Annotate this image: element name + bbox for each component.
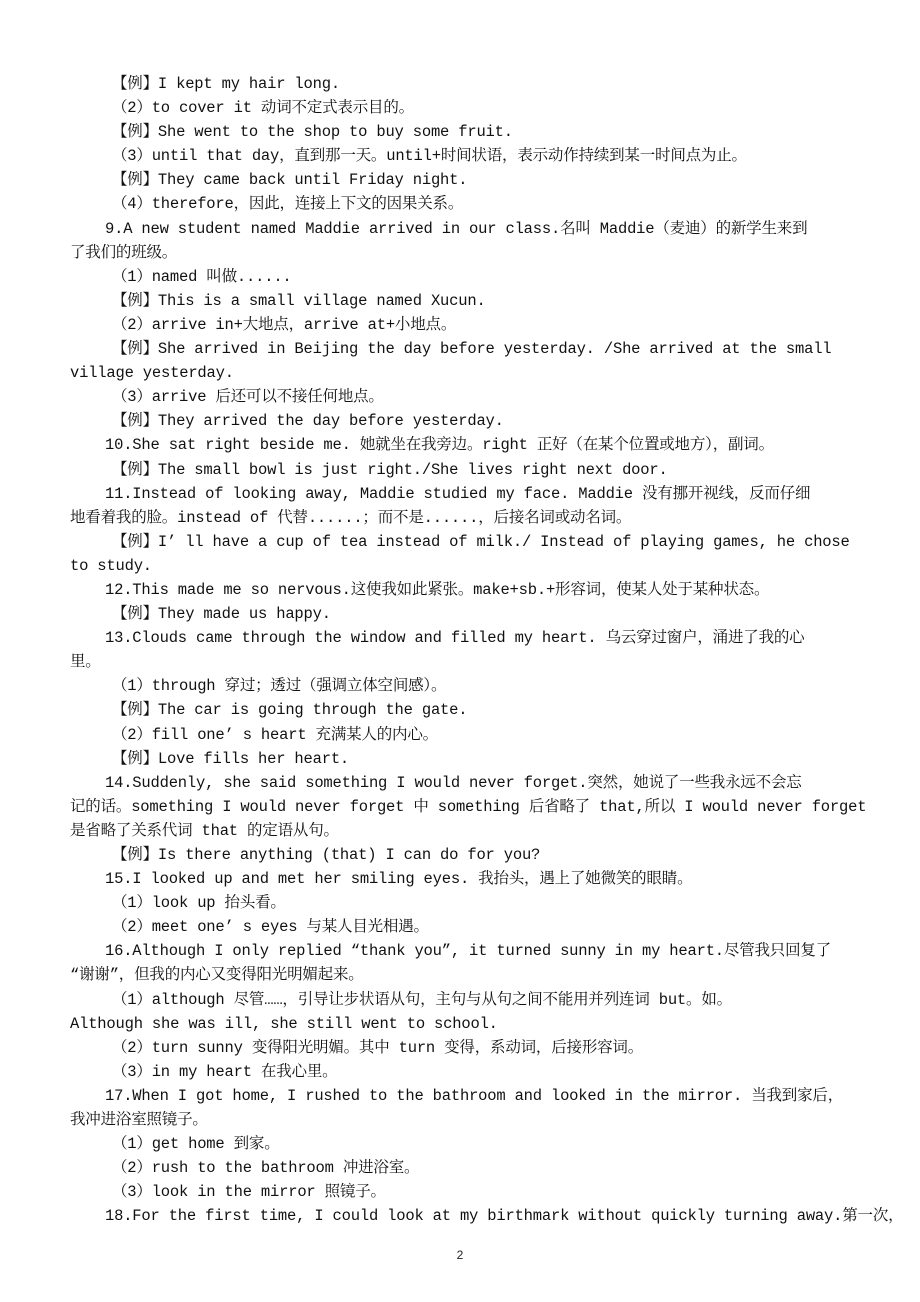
numbered-item-line: 18.For the first time, I could look at my birthmark without quickly turning away.第一次，: [105, 1207, 904, 1226]
continuation-line: 地看着我的脸。instead of 代替......；而不是......，后接名词或动名词。: [70, 508, 632, 527]
numbered-item-line: 11.Instead of looking away, Maddie studied my face. Maddie 没有挪开视线，反而仔细: [105, 484, 811, 503]
numbered-item-line: 17.When I got home, I rushed to the bathroom and looked in the mirror. 当我到家后，: [105, 1086, 844, 1105]
sub-item-line: 【例】She arrived in Beijing the day before yesterday. /She arrived at the small: [112, 340, 832, 359]
numbered-item-line: 10.She sat right beside me. 她就坐在我旁边。right 正好（在某个位置或地方），副词。: [105, 436, 774, 455]
continuation-line: 里。: [70, 653, 101, 672]
sub-item-line: 【例】The car is going through the gate.: [112, 701, 468, 720]
sub-item-line: （1）through 穿过；透过（强调立体空间感）。: [112, 677, 447, 696]
sub-item-line: （3）until that day，直到那一天。until+时间状语，表示动作持续到某一时间点为止。: [112, 147, 747, 166]
sub-item-line: 【例】They arrived the day before yesterday.: [112, 412, 504, 431]
sub-item-line: （1）named 叫做......: [112, 267, 292, 286]
sub-item-line: （3）arrive 后还可以不接任何地点。: [112, 388, 384, 407]
numbered-item-line: 13.Clouds came through the window and filled my heart. 乌云穿过窗户，涌进了我的心: [105, 629, 805, 648]
continuation-line: to study.: [70, 556, 152, 575]
numbered-item-line: 16.Although I only replied “thank you”, it turned sunny in my heart.尽管我只回复了: [105, 942, 832, 961]
sub-item-line: （3）in my heart 在我心里。: [112, 1062, 338, 1081]
sub-item-line: （2）turn sunny 变得阳光明媚。其中 turn 变得，系动词，后接形容词。: [112, 1038, 644, 1057]
continuation-line: “谢谢”，但我的内心又变得阳光明媚起来。: [70, 966, 364, 985]
sub-item-line: （2）fill one’ s heart 充满某人的内心。: [112, 725, 438, 744]
sub-item-line: 【例】This is a small village named Xucun.: [112, 291, 486, 310]
continuation-line: village yesterday.: [70, 364, 234, 383]
page-number: 2: [456, 1248, 464, 1262]
numbered-item-line: 12.This made me so nervous.这使我如此紧张。make+sb.+形容词，使某人处于某种状态。: [105, 580, 770, 599]
sub-item-line: 【例】Love fills her heart.: [112, 749, 350, 768]
continuation-line: 是省略了关系代词 that 的定语从句。: [70, 821, 339, 840]
sub-item-line: （1）look up 抬头看。: [112, 894, 286, 913]
document-page: [70, 72, 904, 1229]
numbered-item-line: 9.A new student named Maddie arrived in our class.名叫 Maddie（麦迪）的新学生来到: [105, 219, 808, 238]
continuation-line: 我冲进浴室照镜子。: [70, 1111, 208, 1130]
sub-item-line: 【例】They made us happy.: [112, 605, 331, 624]
sub-item-line: （2）meet one’ s eyes 与某人目光相遇。: [112, 918, 429, 937]
continuation-line: 记的话。something I would never forget 中 something 后省略了 that,所以 I would never forget: [70, 797, 867, 816]
continuation-line: Although she was ill, she still went to school.: [70, 1014, 498, 1033]
sub-item-line: 【例】They came back until Friday night.: [112, 171, 468, 190]
sub-item-line: （2）rush to the bathroom 冲进浴室。: [112, 1159, 420, 1178]
sub-item-line: 【例】I kept my hair long.: [112, 75, 340, 93]
numbered-item-line: 14.Suddenly, she said something I would never forget.突然，她说了一些我永远不会忘: [105, 773, 802, 792]
sub-item-line: （2）to cover it 动词不定式表示目的。: [112, 99, 414, 118]
sub-item-line: 【例】She went to the shop to buy some fruit.: [112, 123, 513, 142]
sub-item-line: 【例】The small bowl is just right./She lives right next door.: [112, 460, 668, 479]
sub-item-line: （1）get home 到家。: [112, 1135, 280, 1154]
sub-item-line: 【例】Is there anything (that) I can do for you?: [112, 846, 541, 864]
sub-item-line: （3）look in the mirror 照镜子。: [112, 1183, 386, 1202]
sub-item-line: （1）although 尽管……，引导让步状语从句，主句与从句之间不能用并列连词 but。如。: [112, 990, 732, 1009]
sub-item-line: （4）therefore，因此，连接上下文的因果关系。: [112, 195, 464, 214]
sub-item-line: 【例】I’ ll have a cup of tea instead of milk./ Instead of playing games, he chose: [112, 532, 850, 551]
sub-item-line: （2）arrive in+大地点，arrive at+小地点。: [112, 315, 457, 334]
continuation-line: 了我们的班级。: [70, 243, 178, 262]
numbered-item-line: 15.I looked up and met her smiling eyes. 我抬头，遇上了她微笑的眼睛。: [105, 870, 693, 889]
